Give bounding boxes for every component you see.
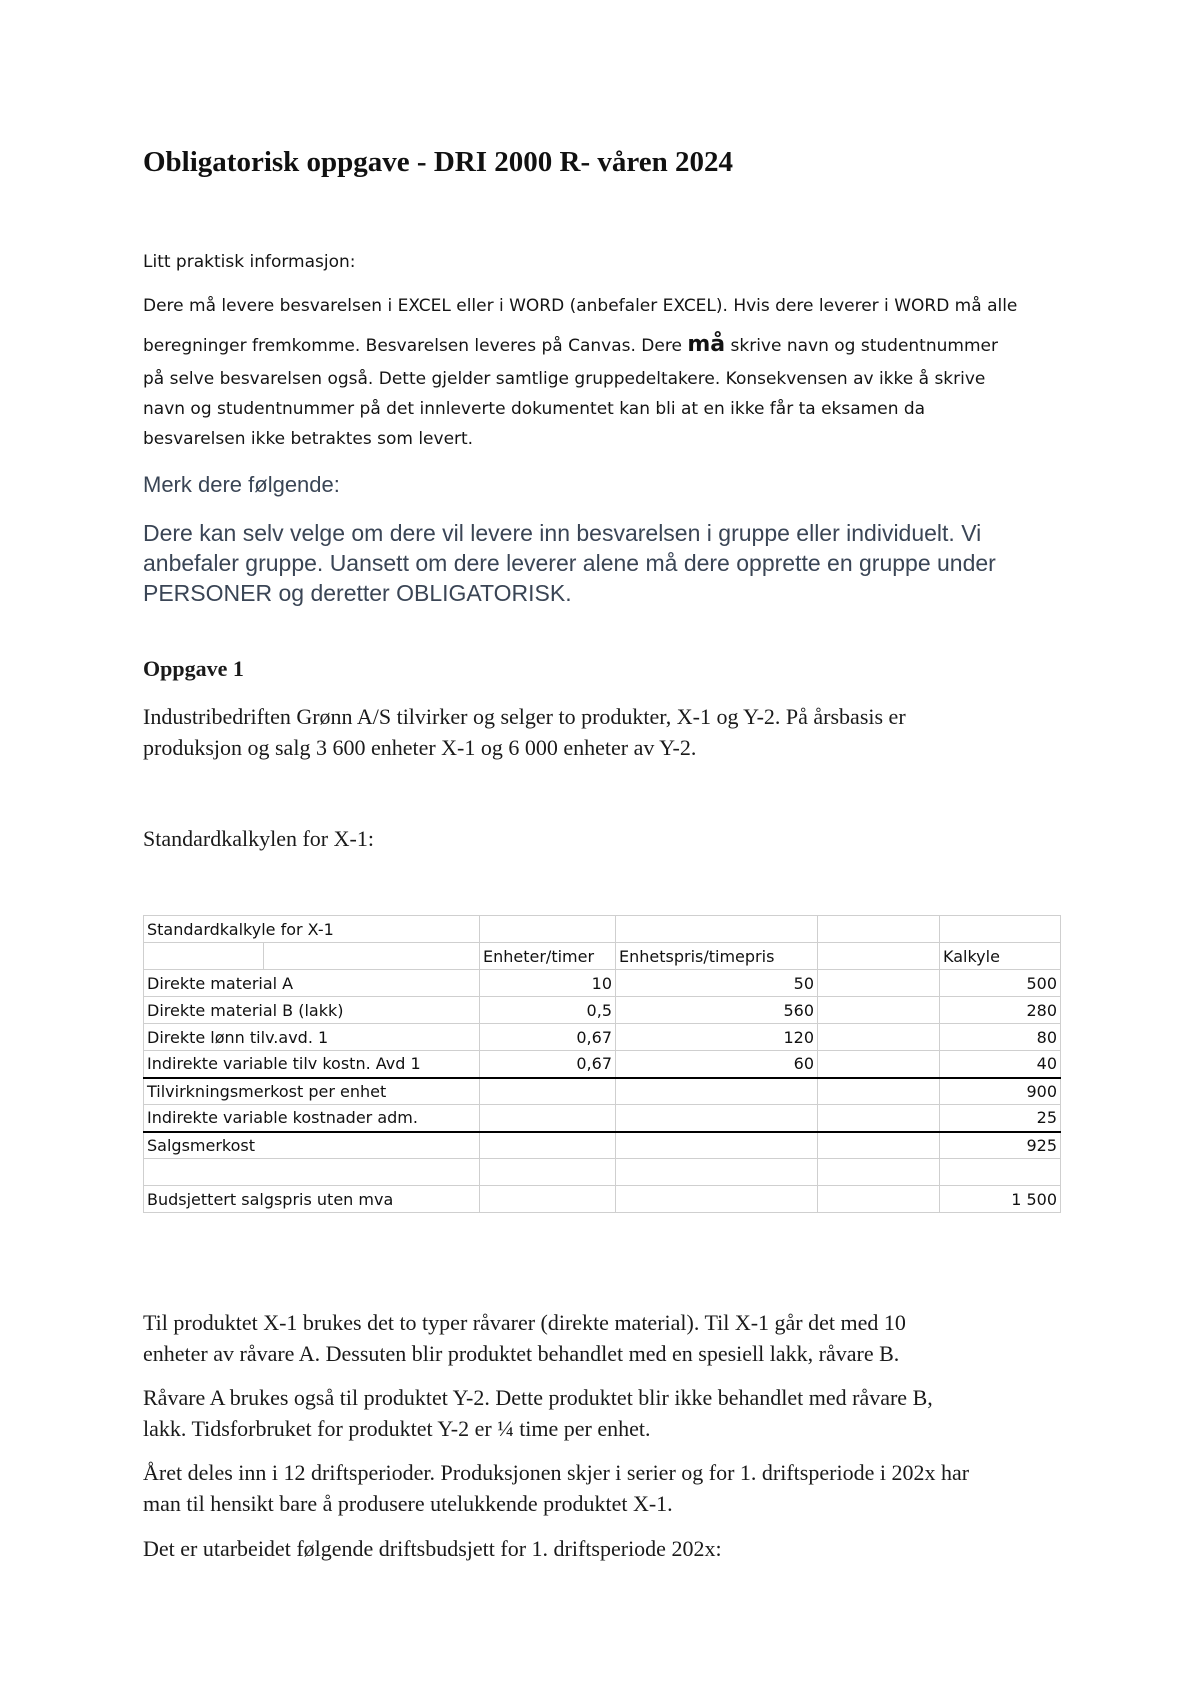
salgsmerkost-calc: 925 (940, 1132, 1061, 1159)
body-p2-line-2: enheter av råvare A. Dessuten blir produktet behandlet med en spesiell lakk, råvare B. (143, 1341, 900, 1366)
row-units: 0,67 (480, 1024, 616, 1051)
info-line-4: navn og studentnummer på det innleverte dokumentet kan bli at en ikke får ta eksamen da (143, 399, 926, 419)
merk-line-1: Dere kan selv velge om dere vil levere inn besvarelsen i gruppe eller individuelt. Vi (143, 520, 982, 546)
row-calc: 80 (940, 1024, 1061, 1051)
table-row (144, 1051, 1061, 1078)
row-units: 10 (480, 970, 616, 997)
table-row (144, 997, 1061, 1024)
empty-row (144, 1159, 1061, 1186)
body-p3-line-1: Råvare A brukes også til produktet Y-2. Dette produktet blir ikke behandlet med råvare B, (143, 1385, 933, 1410)
table-row (144, 1024, 1061, 1051)
header-units: Enheter/timer (480, 943, 616, 970)
merk-heading: Merk dere følgende: (143, 472, 340, 497)
body-p4-line-1: Året deles inn i 12 driftsperioder. Produksjonen skjer i serier og for 1. driftsperiode i 202x har (143, 1460, 970, 1485)
body-p4-line-2: man til hensikt bare å produsere utelukkende produktet X-1. (143, 1491, 673, 1516)
row-calc: 280 (940, 997, 1061, 1024)
body-p2-line-1: Til produktet X-1 brukes det to typer råvarer (direkte material). Til X-1 går det med 10 (143, 1310, 906, 1335)
info-line-3: på selve besvarelsen også. Dette gjelder samtlige gruppedeltakere. Konsekvensen av ikke å skrive (143, 369, 986, 389)
row-calc: 40 (940, 1051, 1061, 1078)
salgspris-row (144, 1186, 1061, 1213)
row-units: 0,5 (480, 997, 616, 1024)
row-price: 560 (616, 997, 818, 1024)
info-line-2-a: beregninger fremkomme. Besvarelsen leveres på Canvas. Dere (143, 336, 688, 356)
tilvirkning-row (144, 1078, 1061, 1105)
row-price: 50 (616, 970, 818, 997)
oppgave-heading: Oppgave 1 (143, 656, 244, 681)
header-price: Enhetspris/timepris (616, 943, 818, 970)
table-header-row (144, 943, 1061, 970)
info-line-2-emphasis: må (687, 332, 726, 357)
row-label: Direkte lønn tilv.avd. 1 (144, 1024, 480, 1051)
row-price: 60 (616, 1051, 818, 1078)
standard-label: Standardkalkylen for X-1: (143, 826, 374, 851)
oppgave-p1-line-1: Industribedriften Grønn A/S tilvirker og selger to produkter, X-1 og Y-2. På årsbasis er (143, 704, 906, 729)
document-title: Obligatorisk oppgave - DRI 2000 R- våren 2024 (143, 146, 733, 178)
info-line-5: besvarelsen ikke betraktes som levert. (143, 429, 474, 449)
indirekte-adm-calc: 25 (940, 1105, 1061, 1132)
salgsmerkost-row (144, 1132, 1061, 1159)
standardkalkyle-table (143, 915, 1061, 1213)
body-p3-line-2: lakk. Tidsforbruket for produktet Y-2 er ¼ time per enhet. (143, 1416, 651, 1441)
info-line-1: Dere må levere besvarelsen i EXCEL eller i WORD (anbefaler EXCEL). Hvis dere leverer i WORD må alle (143, 296, 1018, 316)
oppgave-p1-line-2: produksjon og salg 3 600 enheter X-1 og 6 000 enheter av Y-2. (143, 735, 697, 760)
tilvirkning-label: Tilvirkningsmerkost per enhet (144, 1078, 480, 1105)
row-label: Indirekte variable tilv kostn. Avd 1 (144, 1051, 480, 1078)
salgsmerkost-label: Salgsmerkost (144, 1132, 480, 1159)
salgspris-calc: 1 500 (940, 1186, 1061, 1213)
info-line-2-b: skrive navn og studentnummer (725, 336, 998, 356)
body-p5: Det er utarbeidet følgende driftsbudsjett for 1. driftsperiode 202x: (143, 1536, 722, 1561)
header-calc: Kalkyle (940, 943, 1061, 970)
indirekte-adm-row (144, 1105, 1061, 1132)
table-title: Standardkalkyle for X-1 (144, 916, 480, 943)
row-label: Direkte material A (144, 970, 480, 997)
merk-line-2: anbefaler gruppe. Uansett om dere leverer alene må dere opprette en gruppe under (143, 550, 996, 576)
salgspris-label: Budsjettert salgspris uten mva (144, 1186, 480, 1213)
row-calc: 500 (940, 970, 1061, 997)
table-title-row (144, 916, 1061, 943)
merk-line-3: PERSONER og deretter OBLIGATORISK. (143, 580, 572, 606)
indirekte-adm-label: Indirekte variable kostnader adm. (144, 1105, 480, 1132)
info-heading: Litt praktisk informasjon: (143, 252, 356, 272)
row-units: 0,67 (480, 1051, 616, 1078)
row-price: 120 (616, 1024, 818, 1051)
table-row (144, 970, 1061, 997)
tilvirkning-calc: 900 (940, 1078, 1061, 1105)
row-label: Direkte material B (lakk) (144, 997, 480, 1024)
info-line-2 (143, 332, 998, 357)
